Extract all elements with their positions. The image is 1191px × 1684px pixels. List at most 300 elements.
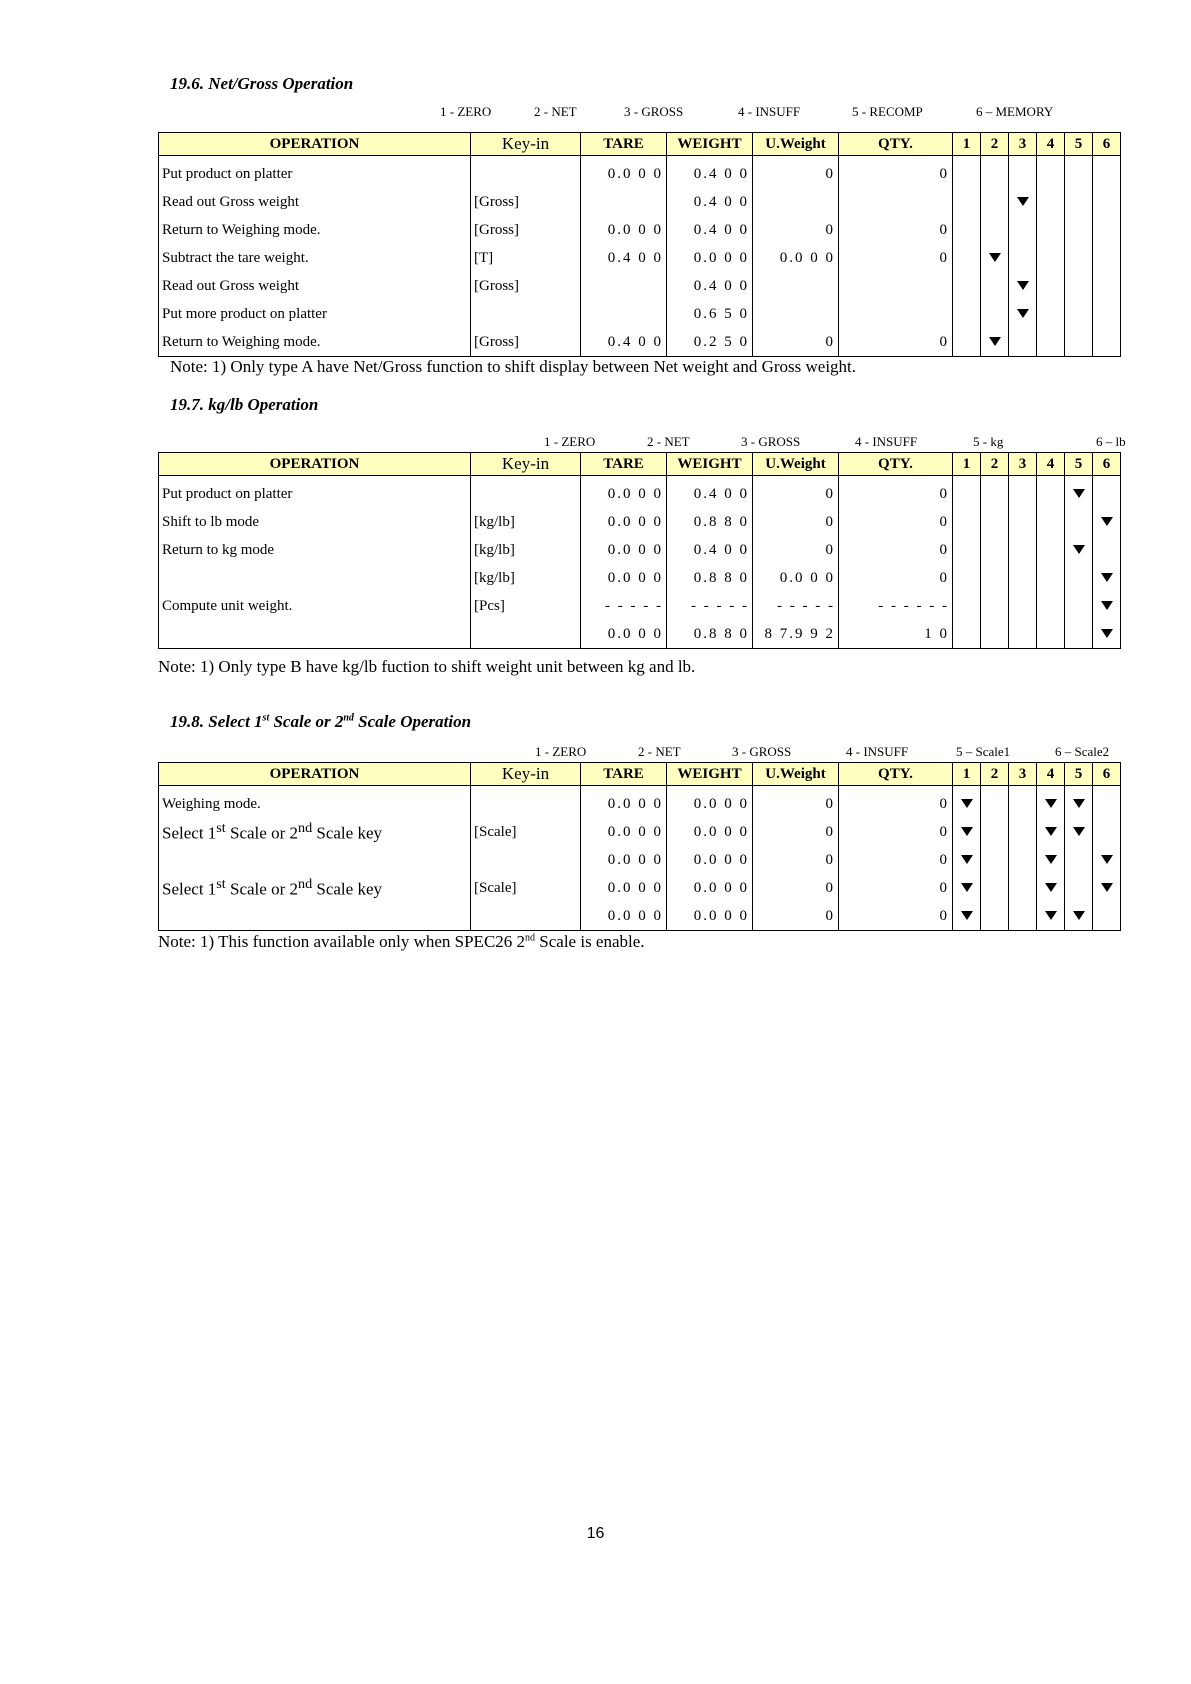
indicator-cell-2	[981, 592, 1009, 620]
indicator-cell-1	[953, 592, 981, 620]
indicator-cell-4	[1037, 786, 1065, 819]
indicator-cell-2	[981, 786, 1009, 819]
indicator-arrow-icon	[1100, 600, 1114, 612]
qty-cell	[839, 272, 953, 300]
legend-scale-select	[158, 744, 1134, 760]
indicator-arrow-icon	[1100, 854, 1114, 866]
operation-cell: Put product on platter	[159, 476, 471, 509]
tare-cell: 0.0 0 0	[581, 786, 667, 819]
indicator-cell-5	[1065, 902, 1093, 931]
uweight-cell	[753, 272, 839, 300]
indicator-cell-5	[1065, 874, 1093, 902]
uweight-cell: 8 7.9 9 2	[753, 620, 839, 649]
header-uweight: U.Weight	[753, 133, 839, 156]
indicator-arrow-icon	[1072, 798, 1086, 810]
keyin-cell	[471, 902, 581, 931]
indicator-cell-1	[953, 818, 981, 846]
tare-cell: 0.0 0 0	[581, 476, 667, 509]
operation-cell: Read out Gross weight	[159, 272, 471, 300]
indicator-cell-5	[1065, 476, 1093, 509]
indicator-cell-1	[953, 902, 981, 931]
header-indicator-6: 6	[1093, 763, 1121, 786]
indicator-cell-3	[1009, 846, 1037, 874]
indicator-arrow-icon	[1044, 826, 1058, 838]
operation-cell: Subtract the tare weight.	[159, 244, 471, 272]
header-indicator-3: 3	[1009, 763, 1037, 786]
tare-cell: 0.0 0 0	[581, 818, 667, 846]
legend-item: 6 – MEMORY	[976, 104, 1054, 119]
indicator-cell-6	[1093, 508, 1121, 536]
indicator-cell-3	[1009, 244, 1037, 272]
uweight-cell: 0.0 0 0	[753, 564, 839, 592]
weight-cell: 0.4 0 0	[667, 156, 753, 189]
header-indicator-2: 2	[981, 133, 1009, 156]
weight-cell: 0.4 0 0	[667, 536, 753, 564]
indicator-arrow-icon	[1072, 826, 1086, 838]
tare-cell: 0.4 0 0	[581, 328, 667, 357]
indicator-cell-4	[1037, 156, 1065, 189]
legend-item: 4 - INSUFF	[855, 434, 918, 449]
indicator-arrow-icon	[960, 798, 974, 810]
qty-cell	[839, 300, 953, 328]
header-indicator-4: 4	[1037, 763, 1065, 786]
note-net-gross: Note: 1) Only type A have Net/Gross function to shift display between Net weight and Gross weight.	[170, 357, 857, 376]
header-indicator-3: 3	[1009, 453, 1037, 476]
keyin-cell: [Scale]	[471, 818, 581, 846]
indicator-cell-2	[981, 244, 1009, 272]
weight-cell: 0.0 0 0	[667, 818, 753, 846]
header-indicator-5: 5	[1065, 453, 1093, 476]
indicator-cell-2	[981, 272, 1009, 300]
qty-cell: 0	[839, 846, 953, 874]
uweight-cell: - - - - -	[753, 592, 839, 620]
indicator-arrow-icon	[988, 252, 1002, 264]
indicator-cell-4	[1037, 902, 1065, 931]
table-row	[159, 156, 1121, 189]
indicator-cell-6	[1093, 476, 1121, 509]
indicator-arrow-icon	[1072, 488, 1086, 500]
header-indicator-4: 4	[1037, 133, 1065, 156]
indicator-cell-2	[981, 818, 1009, 846]
indicator-cell-1	[953, 156, 981, 189]
table-row	[159, 216, 1121, 244]
legend-item: 1 - ZERO	[544, 434, 596, 449]
indicator-arrow-icon	[960, 882, 974, 894]
indicator-cell-2	[981, 300, 1009, 328]
indicator-cell-6	[1093, 188, 1121, 216]
legend-net-gross	[158, 104, 1134, 120]
indicator-cell-6	[1093, 156, 1121, 189]
indicator-cell-6	[1093, 818, 1121, 846]
keyin-cell: [T]	[471, 244, 581, 272]
indicator-cell-2	[981, 564, 1009, 592]
indicator-cell-3	[1009, 874, 1037, 902]
keyin-cell	[471, 620, 581, 649]
indicator-arrow-icon	[1044, 798, 1058, 810]
indicator-cell-2	[981, 216, 1009, 244]
tare-cell: 0.0 0 0	[581, 874, 667, 902]
indicator-arrow-icon	[1100, 882, 1114, 894]
indicator-cell-4	[1037, 564, 1065, 592]
weight-cell: 0.4 0 0	[667, 188, 753, 216]
operation-cell	[159, 902, 471, 931]
weight-cell: 0.8 8 0	[667, 564, 753, 592]
table-row	[159, 476, 1121, 509]
indicator-cell-1	[953, 564, 981, 592]
table-row	[159, 188, 1121, 216]
header-operation: OPERATION	[159, 133, 471, 156]
indicator-cell-6	[1093, 902, 1121, 931]
indicator-cell-5	[1065, 818, 1093, 846]
indicator-arrow-icon	[1100, 516, 1114, 528]
indicator-cell-6	[1093, 846, 1121, 874]
indicator-cell-3	[1009, 156, 1037, 189]
keyin-cell: [kg/lb]	[471, 536, 581, 564]
indicator-cell-2	[981, 508, 1009, 536]
legend-item: 2 - NET	[534, 104, 577, 119]
header-keyin: Key-in	[471, 453, 581, 476]
section-title-net-gross: 19.6. Net/Gross Operation	[170, 74, 354, 93]
indicator-cell-3	[1009, 902, 1037, 931]
operation-cell: Return to kg mode	[159, 536, 471, 564]
indicator-cell-4	[1037, 244, 1065, 272]
indicator-arrow-icon	[988, 336, 1002, 348]
table-row	[159, 272, 1121, 300]
tare-cell	[581, 188, 667, 216]
indicator-cell-1	[953, 536, 981, 564]
table-kg-lb	[158, 452, 1121, 649]
keyin-cell: [Gross]	[471, 216, 581, 244]
indicator-cell-1	[953, 846, 981, 874]
qty-cell: - - - - - -	[839, 592, 953, 620]
weight-cell: 0.2 5 0	[667, 328, 753, 357]
tare-cell: 0.0 0 0	[581, 846, 667, 874]
header-indicator-4: 4	[1037, 453, 1065, 476]
keyin-cell: [Gross]	[471, 272, 581, 300]
qty-cell: 1 0	[839, 620, 953, 649]
indicator-cell-5	[1065, 216, 1093, 244]
note-scale-select: Note: 1) This function available only when SPEC26 2nd Scale is enable.	[158, 932, 645, 951]
indicator-cell-2	[981, 188, 1009, 216]
table-scale-select	[158, 762, 1121, 931]
indicator-cell-3	[1009, 328, 1037, 357]
indicator-cell-5	[1065, 592, 1093, 620]
table-row	[159, 846, 1121, 874]
indicator-cell-5	[1065, 244, 1093, 272]
indicator-cell-3	[1009, 216, 1037, 244]
legend-item: 3 - GROSS	[732, 744, 792, 759]
qty-cell: 0	[839, 476, 953, 509]
tare-cell: 0.0 0 0	[581, 216, 667, 244]
table-row	[159, 592, 1121, 620]
qty-cell	[839, 188, 953, 216]
legend-item: 3 - GROSS	[741, 434, 801, 449]
indicator-cell-4	[1037, 216, 1065, 244]
indicator-arrow-icon	[1044, 882, 1058, 894]
indicator-cell-6	[1093, 328, 1121, 357]
indicator-cell-2	[981, 476, 1009, 509]
indicator-cell-4	[1037, 476, 1065, 509]
legend-item: 2 - NET	[638, 744, 681, 759]
keyin-cell: [Gross]	[471, 188, 581, 216]
indicator-cell-2	[981, 620, 1009, 649]
indicator-cell-2	[981, 536, 1009, 564]
indicator-cell-4	[1037, 874, 1065, 902]
operation-cell: Weighing mode.	[159, 786, 471, 819]
indicator-cell-4	[1037, 846, 1065, 874]
indicator-cell-4	[1037, 188, 1065, 216]
weight-cell: 0.4 0 0	[667, 476, 753, 509]
table-row	[159, 300, 1121, 328]
indicator-cell-6	[1093, 786, 1121, 819]
header-indicator-1: 1	[953, 133, 981, 156]
indicator-cell-6	[1093, 244, 1121, 272]
indicator-cell-2	[981, 902, 1009, 931]
keyin-cell: [Gross]	[471, 328, 581, 357]
table-row	[159, 786, 1121, 819]
header-indicator-2: 2	[981, 763, 1009, 786]
keyin-cell	[471, 300, 581, 328]
header-indicator-1: 1	[953, 453, 981, 476]
qty-cell: 0	[839, 328, 953, 357]
keyin-cell: [Scale]	[471, 874, 581, 902]
indicator-cell-3	[1009, 786, 1037, 819]
indicator-cell-4	[1037, 536, 1065, 564]
header-operation: OPERATION	[159, 763, 471, 786]
weight-cell: 0.0 0 0	[667, 902, 753, 931]
header-operation: OPERATION	[159, 453, 471, 476]
weight-cell: 0.0 0 0	[667, 786, 753, 819]
indicator-cell-5	[1065, 300, 1093, 328]
indicator-cell-6	[1093, 216, 1121, 244]
indicator-arrow-icon	[1044, 910, 1058, 922]
weight-cell: 0.4 0 0	[667, 272, 753, 300]
indicator-cell-2	[981, 846, 1009, 874]
header-qty: QTY.	[839, 763, 953, 786]
indicator-cell-6	[1093, 620, 1121, 649]
header-weight: WEIGHT	[667, 133, 753, 156]
indicator-cell-4	[1037, 272, 1065, 300]
qty-cell: 0	[839, 902, 953, 931]
table-row	[159, 564, 1121, 592]
operation-cell: Read out Gross weight	[159, 188, 471, 216]
qty-cell: 0	[839, 156, 953, 189]
indicator-cell-6	[1093, 272, 1121, 300]
indicator-cell-5	[1065, 156, 1093, 189]
indicator-cell-4	[1037, 508, 1065, 536]
indicator-cell-5	[1065, 328, 1093, 357]
operation-cell: Compute unit weight.	[159, 592, 471, 620]
qty-cell: 0	[839, 818, 953, 846]
qty-cell: 0	[839, 508, 953, 536]
tare-cell	[581, 272, 667, 300]
keyin-cell	[471, 786, 581, 819]
uweight-cell: 0	[753, 216, 839, 244]
operation-cell: Shift to lb mode	[159, 508, 471, 536]
keyin-cell: [Pcs]	[471, 592, 581, 620]
uweight-cell: 0	[753, 536, 839, 564]
header-keyin: Key-in	[471, 133, 581, 156]
tare-cell: 0.0 0 0	[581, 564, 667, 592]
indicator-arrow-icon	[960, 854, 974, 866]
indicator-arrow-icon	[1044, 854, 1058, 866]
indicator-cell-6	[1093, 564, 1121, 592]
header-tare: TARE	[581, 453, 667, 476]
keyin-cell	[471, 846, 581, 874]
operation-cell	[159, 564, 471, 592]
header-indicator-5: 5	[1065, 133, 1093, 156]
indicator-cell-5	[1065, 188, 1093, 216]
indicator-arrow-icon	[1016, 196, 1030, 208]
indicator-cell-3	[1009, 592, 1037, 620]
header-weight: WEIGHT	[667, 763, 753, 786]
indicator-cell-5	[1065, 536, 1093, 564]
header-weight: WEIGHT	[667, 453, 753, 476]
tare-cell: 0.0 0 0	[581, 902, 667, 931]
indicator-cell-6	[1093, 536, 1121, 564]
uweight-cell: 0	[753, 156, 839, 189]
weight-cell: 0.8 8 0	[667, 620, 753, 649]
indicator-cell-3	[1009, 564, 1037, 592]
header-indicator-2: 2	[981, 453, 1009, 476]
weight-cell: 0.0 0 0	[667, 244, 753, 272]
header-uweight: U.Weight	[753, 763, 839, 786]
tare-cell: 0.0 0 0	[581, 508, 667, 536]
indicator-cell-3	[1009, 536, 1037, 564]
qty-cell: 0	[839, 874, 953, 902]
indicator-arrow-icon	[1016, 280, 1030, 292]
table-row	[159, 536, 1121, 564]
section-title-scale-select: 19.8. Select 1st Scale or 2nd Scale Operation	[170, 712, 472, 731]
indicator-arrow-icon	[1100, 572, 1114, 584]
indicator-cell-2	[981, 328, 1009, 357]
indicator-cell-3	[1009, 188, 1037, 216]
indicator-cell-1	[953, 620, 981, 649]
operation-cell: Put product on platter	[159, 156, 471, 189]
indicator-cell-6	[1093, 592, 1121, 620]
operation-cell	[159, 620, 471, 649]
uweight-cell	[753, 188, 839, 216]
qty-cell: 0	[839, 786, 953, 819]
uweight-cell	[753, 300, 839, 328]
indicator-cell-4	[1037, 818, 1065, 846]
tare-cell	[581, 300, 667, 328]
table-row	[159, 508, 1121, 536]
table-net-gross	[158, 132, 1121, 357]
table-row	[159, 244, 1121, 272]
indicator-cell-2	[981, 156, 1009, 189]
note-kg-lb: Note: 1) Only type B have kg/lb fuction to shift weight unit between kg and lb.	[158, 657, 696, 676]
legend-kg-lb	[158, 434, 1134, 450]
indicator-cell-2	[981, 874, 1009, 902]
indicator-cell-5	[1065, 564, 1093, 592]
legend-item: 5 - kg	[973, 434, 1004, 449]
legend-item: 2 - NET	[647, 434, 690, 449]
indicator-cell-4	[1037, 328, 1065, 357]
qty-cell: 0	[839, 564, 953, 592]
legend-item: 4 - INSUFF	[846, 744, 909, 759]
indicator-cell-1	[953, 188, 981, 216]
uweight-cell: 0.0 0 0	[753, 244, 839, 272]
indicator-cell-1	[953, 328, 981, 357]
tare-cell: 0.0 0 0	[581, 156, 667, 189]
header-indicator-1: 1	[953, 763, 981, 786]
operation-cell: Select 1st Scale or 2nd Scale key	[159, 818, 471, 846]
indicator-cell-1	[953, 508, 981, 536]
indicator-arrow-icon	[1100, 628, 1114, 640]
weight-cell: 0.8 8 0	[667, 508, 753, 536]
uweight-cell: 0	[753, 846, 839, 874]
qty-cell: 0	[839, 244, 953, 272]
indicator-cell-4	[1037, 592, 1065, 620]
indicator-arrow-icon	[1072, 910, 1086, 922]
qty-cell: 0	[839, 216, 953, 244]
tare-cell: 0.0 0 0	[581, 620, 667, 649]
operation-cell: Return to Weighing mode.	[159, 216, 471, 244]
indicator-cell-4	[1037, 300, 1065, 328]
weight-cell: - - - - -	[667, 592, 753, 620]
uweight-cell: 0	[753, 508, 839, 536]
uweight-cell: 0	[753, 476, 839, 509]
weight-cell: 0.0 0 0	[667, 874, 753, 902]
table-row	[159, 620, 1121, 649]
operation-cell: Return to Weighing mode.	[159, 328, 471, 357]
table-row	[159, 902, 1121, 931]
operation-cell: Put more product on platter	[159, 300, 471, 328]
indicator-cell-1	[953, 786, 981, 819]
tare-cell: - - - - -	[581, 592, 667, 620]
header-indicator-5: 5	[1065, 763, 1093, 786]
legend-item: 5 - RECOMP	[852, 104, 923, 119]
indicator-cell-3	[1009, 272, 1037, 300]
weight-cell: 0.4 0 0	[667, 216, 753, 244]
table-row	[159, 874, 1121, 902]
tare-cell: 0.4 0 0	[581, 244, 667, 272]
indicator-cell-4	[1037, 620, 1065, 649]
indicator-arrow-icon	[1016, 308, 1030, 320]
page-number: 16	[586, 1525, 605, 1542]
indicator-cell-1	[953, 874, 981, 902]
indicator-cell-5	[1065, 786, 1093, 819]
indicator-arrow-icon	[960, 826, 974, 838]
indicator-cell-6	[1093, 300, 1121, 328]
legend-item: 4 - INSUFF	[738, 104, 801, 119]
operation-cell: Select 1st Scale or 2nd Scale key	[159, 874, 471, 902]
keyin-cell: [kg/lb]	[471, 508, 581, 536]
indicator-cell-3	[1009, 476, 1037, 509]
section-title-kg-lb: 19.7. kg/lb Operation	[170, 395, 319, 414]
header-indicator-6: 6	[1093, 133, 1121, 156]
indicator-cell-3	[1009, 300, 1037, 328]
indicator-arrow-icon	[1072, 544, 1086, 556]
indicator-cell-5	[1065, 620, 1093, 649]
indicator-cell-1	[953, 476, 981, 509]
legend-item: 6 – Scale2	[1055, 744, 1110, 759]
header-tare: TARE	[581, 133, 667, 156]
tare-cell: 0.0 0 0	[581, 536, 667, 564]
indicator-cell-3	[1009, 508, 1037, 536]
weight-cell: 0.0 0 0	[667, 846, 753, 874]
indicator-cell-3	[1009, 620, 1037, 649]
indicator-arrow-icon	[960, 910, 974, 922]
legend-item: 1 - ZERO	[440, 104, 492, 119]
indicator-cell-6	[1093, 874, 1121, 902]
header-qty: QTY.	[839, 133, 953, 156]
indicator-cell-3	[1009, 818, 1037, 846]
table-row	[159, 328, 1121, 357]
legend-item: 6 – lb	[1096, 434, 1126, 449]
uweight-cell: 0	[753, 818, 839, 846]
